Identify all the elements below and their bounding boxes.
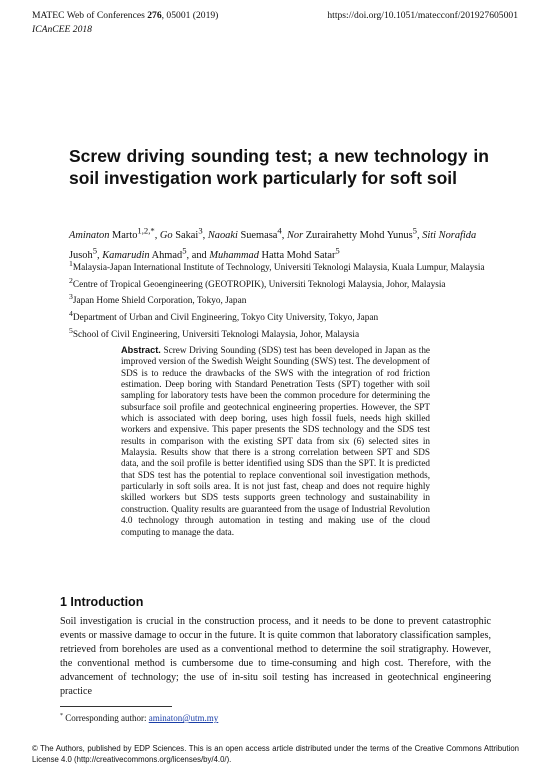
affiliation-number: 3 [69, 292, 73, 302]
doi-link[interactable]: https://doi.org/10.1051/matecconf/201927605001 [327, 10, 518, 21]
author-given-name: Naoaki [207, 230, 238, 242]
affiliation-number: 5 [69, 325, 73, 335]
author-given-name: Go [159, 230, 173, 242]
author [159, 226, 208, 242]
author-affiliation-mark: 5 [182, 245, 187, 256]
affiliation [69, 275, 489, 292]
affiliation-number: 2 [69, 275, 73, 285]
affiliation [69, 258, 489, 275]
author [286, 226, 423, 242]
affiliation-list [69, 258, 489, 341]
author-affiliation-mark: 5 [412, 226, 417, 236]
author-affiliation-mark: 4 [277, 226, 282, 236]
author [207, 226, 287, 242]
affiliation-text: School of Civil Engineering, Universiti Teknologi Malaysia, Johor, Malaysia [72, 329, 360, 340]
author-affiliation-mark: 1,2,* [137, 226, 155, 236]
author-family-name: Suemasa [237, 230, 278, 242]
abstract [121, 345, 430, 538]
section-heading-introduction: 1 Introduction [60, 595, 144, 609]
affiliation-number: 4 [69, 309, 73, 319]
affiliation-text: Department of Urban and Civil Engineering, Tokyo City University, Tokyo, Japan [72, 313, 379, 324]
affiliation [69, 291, 489, 308]
author-given-name: Muhammad [209, 250, 259, 262]
author-family-name: Sakai [172, 230, 199, 242]
journal-volume: 276 [147, 10, 162, 21]
author-separator: , [417, 230, 423, 242]
footnote-label: Corresponding author: [63, 713, 149, 723]
abstract-text: Screw Driving Sounding (SDS) test has been developed in Japan as the improved version of the Swedish Weight Sounding (SWS) test. The development of SDS is to reduce the drawbacks of the SWS with the integration of rod friction estimation. Deep boring with Standard Penetration Tests (SPT) together with soil sampling for laboratory tests have been the common procedure for determining the subsurface soil profile and geotechnical engineering properties. However, the SPT which is associated with deep boring, uses high fossil fuels, needs high skilled workers and expensive. This paper presents the SDS technology and the SDS test results in comparison with the existing SPT data from six (6) selected sites in Malaysia. Results show that there is a strong correlation between SPT and SDS data, and the soil profile is better identified using SDS than the SPT. It is predicted that SDS test has the potential to replace conventional soil investigation methods, particularly in soft soils area. It is not just fast, cheap and does not require highly skilled workers but SDS tests supports green technology and sustainability in construction. Quality results are guaranteed from the usage of Industrial Revolution 4.0 technology through automation in testing and making use of the cloud computing to manage the data. [121, 345, 430, 537]
author [69, 226, 160, 242]
author-separator: , [281, 230, 287, 242]
author-given-name: Siti Norafida [422, 230, 477, 242]
affiliation-text: Centre of Tropical Geoengineering (GEOTROPIK), Universiti Teknologi Malaysia, Johor, Malaysia [72, 279, 446, 290]
author-family-name: Hatta Mohd Satar [258, 250, 336, 262]
footnote-separator [60, 706, 172, 707]
introduction-text: Soil investigation is crucial in the construction process, and it needs to be done to prevent catastrophic events or massive damage to occur in the future. It is quite common that laboratory classification samples, retrieved from boreholes are used as a conventional method to determine the soil stratigraphy. However, the conventional method is cumbersome due to time-consuming and high cost. Therefore, with the advancement of technology; the use of in-situ soil testing has increased in geotechnical engineering practice [60, 616, 491, 697]
conference-name: ICAnCEE 2018 [32, 24, 92, 35]
footnote-mark: * [60, 713, 63, 719]
author-separator: , [154, 230, 160, 242]
author-separator: , [97, 250, 103, 262]
paper-title: Screw driving sounding test; a new technology in soil investigation work particularly for soft soil [69, 146, 489, 188]
affiliation-number: 1 [69, 259, 73, 268]
author-affiliation-mark: 3 [198, 226, 203, 236]
affiliation [69, 308, 489, 325]
running-header [32, 9, 518, 37]
author-family-name: Marto [109, 230, 138, 242]
author-affiliation-mark: 5 [335, 245, 340, 256]
author-given-name: Kamarudin [102, 250, 150, 262]
author-given-name: Aminaton [69, 230, 110, 242]
author-separator: , [202, 230, 208, 242]
author-family-name: Ahmad [149, 250, 183, 262]
author-affiliation-mark: 5 [92, 245, 98, 256]
author-family-name: Zurairahetty Mohd Yunus [303, 230, 413, 242]
article-number: , 05001 (2019) [161, 10, 219, 21]
affiliation-text: Malaysia-Japan International Institute of Technology, Universiti Teknologi Malaysia, Kuala Lumpur, Malaysia [72, 263, 485, 274]
author-email-link[interactable]: aminaton@utm.my [148, 713, 219, 723]
abstract-label: Abstract. [121, 345, 161, 355]
journal-name: MATEC Web of Conferences [32, 10, 145, 21]
affiliation-text: Japan Home Shield Corporation, Tokyo, Japan [72, 296, 247, 307]
license-notice: © The Authors, published by EDP Sciences. This is an open access article distributed under the terms of the Creative Commons Attribution License 4.0 (http://creativecommons.org/licenses/by/4.0/). [32, 744, 519, 764]
footnote [60, 710, 218, 724]
author-separator: , and [186, 250, 210, 262]
affiliation [69, 325, 489, 342]
author-given-name: Nor [286, 230, 304, 242]
author-family-name: Jusoh [69, 250, 93, 262]
